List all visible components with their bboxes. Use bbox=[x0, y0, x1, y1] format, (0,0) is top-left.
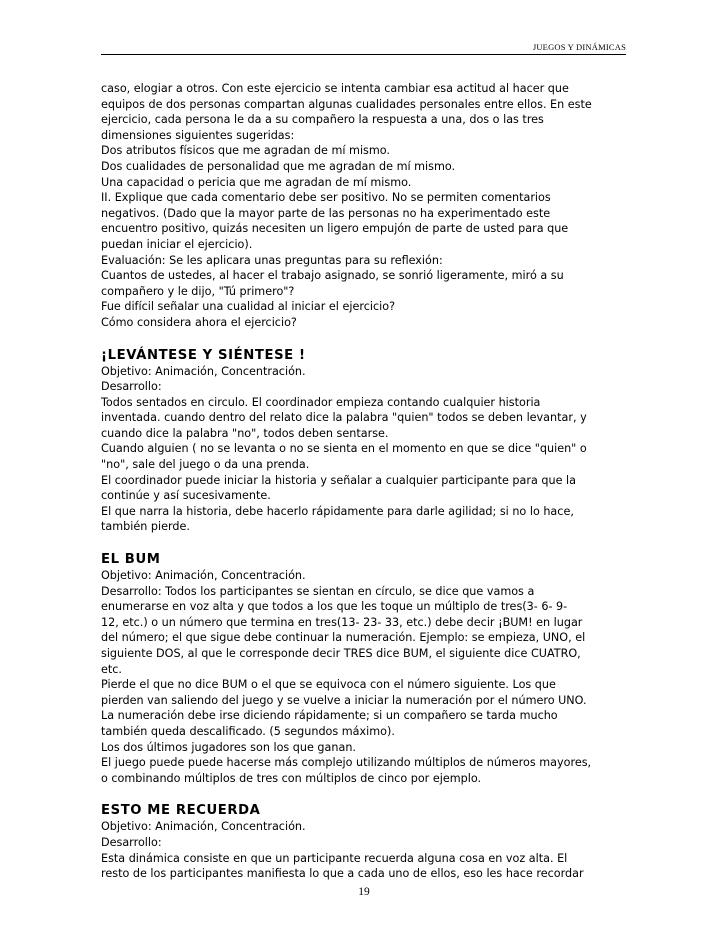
text-line: II. Explique que cada comentario debe ser positivo. No se permiten comentarios bbox=[101, 191, 551, 205]
text-line: negativos. (Dado que la mayor parte de las personas no ha experimentado este bbox=[101, 206, 551, 220]
section-title: EL BUM bbox=[101, 552, 161, 568]
text-line: Fue difícil señalar una cualidad al iniciar el ejercicio? bbox=[101, 300, 396, 314]
text-line: o combinando múltiplos de tres con múltiplos de cinco por ejemplo. bbox=[101, 771, 482, 785]
running-header bbox=[101, 42, 626, 55]
section-el-bum bbox=[101, 551, 641, 786]
page-number: 19 bbox=[358, 886, 370, 898]
text-line: cuando dice la palabra "no", todos deben sentarse. bbox=[101, 426, 389, 440]
text-line: puedan iniciar el ejercicio). bbox=[101, 237, 253, 251]
text-line: Pierde el que no dice BUM o el que se equivoca con el número siguiente. Los que bbox=[101, 678, 556, 692]
text-line: Cómo considera ahora el ejercicio? bbox=[101, 315, 297, 329]
text-line: El que narra la historia, debe hacerlo rápidamente para darle agilidad; si no lo hace, bbox=[101, 504, 574, 518]
text-line: resto de los participantes manifiesta lo que a cada uno de ellos, eso les hace recordar bbox=[101, 867, 584, 881]
section-levantese bbox=[101, 347, 641, 536]
text-line: pierden van saliendo del juego y se vuelve a iniciar la numeración por el número UNO. bbox=[101, 693, 587, 707]
text-line: siguiente DOS, al que le corresponde decir TRES dice BUM, el siguiente dice CUATRO, bbox=[101, 647, 581, 660]
text-line: enumerarse en voz alta y que todos a los que les toque un múltiplo de tres(3- 6- 9- bbox=[101, 600, 568, 614]
text-line: Cuantos de ustedes, al hacer el trabajo asignado, se sonrió ligeramente, miró a su bbox=[101, 269, 564, 283]
text-line: también pierde. bbox=[101, 520, 190, 534]
text-line: Cuando alguien ( no se levanta o no se sienta en el momento en que se dice "quien" o bbox=[101, 442, 587, 456]
text-line: Objetivo: Animación, Concentración. bbox=[101, 364, 306, 378]
text-line: Desarrollo: bbox=[101, 835, 162, 849]
text-line: Desarrollo: bbox=[101, 380, 162, 394]
section-esto-me-recuerda bbox=[101, 802, 641, 881]
text-line: inventada. cuando dentro del relato dice la palabra "quien" todos se deben levantar, y bbox=[101, 411, 587, 425]
text-line: Los dos últimos jugadores son los que ganan. bbox=[101, 740, 356, 754]
text-line: Objetivo: Animación, Concentración. bbox=[101, 820, 306, 834]
page-content bbox=[101, 81, 641, 882]
text-line: Una capacidad o pericia que me agradan de mí mismo. bbox=[101, 175, 412, 189]
text-line: El juego puede puede hacerse más complejo utilizando múltiplos de números mayores, bbox=[101, 756, 592, 770]
text-line: dimensiones siguientes sugeridas: bbox=[101, 128, 295, 142]
text-line: Dos atributos físicos que me agradan de mí mismo. bbox=[101, 144, 390, 158]
text-line: Objetivo: Animación, Concentración. bbox=[101, 569, 306, 583]
text-line: La numeración debe irse diciendo rápidamente; si un compañero se tarda mucho bbox=[101, 709, 558, 723]
text-line: El coordinador puede iniciar la historia y señalar a cualquier participante para que la bbox=[101, 473, 576, 487]
text-line: Esta dinámica consiste en que un participante recuerda alguna cosa en voz alta. El bbox=[101, 851, 568, 865]
text-line: caso, elogiar a otros. Con este ejercicio se intenta cambiar esa actitud al hacer que bbox=[101, 82, 569, 95]
text-line: Evaluación: Se les aplicara unas preguntas para su reflexión: bbox=[101, 253, 443, 267]
intro-paragraph bbox=[101, 81, 641, 331]
header-title: JUEGOS Y DINÁMICAS bbox=[532, 42, 626, 52]
text-line: Desarrollo: Todos los participantes se sientan en círculo, se dice que vamos a bbox=[101, 584, 535, 598]
text-line: Dos cualidades de personalidad que me agradan de mí mismo. bbox=[101, 159, 456, 173]
text-line: encuentro positivo, quizás necesiten un ligero empujón de parte de usted para que bbox=[101, 222, 569, 236]
text-line: 12, etc.) o un número que termina en tres(13- 23- 33, etc.) debe decir ¡BUM! en lugar bbox=[101, 615, 583, 629]
section-title: ESTO ME RECUERDA bbox=[101, 803, 261, 819]
text-line: del número; el que sigue debe continuar la numeración. Ejemplo: se empieza, UNO, el bbox=[101, 631, 586, 645]
text-line: también queda descalificado. (5 segundos máximo). bbox=[101, 724, 395, 738]
text-line: compañero y le dijo, "Tú primero"? bbox=[101, 284, 295, 298]
text-line: Todos sentados en circulo. El coordinador empieza contando cualquier historia bbox=[101, 395, 541, 409]
text-line: equipos de dos personas compartan algunas cualidades personales entre ellos. En este bbox=[101, 97, 592, 111]
text-line: continúe y así sucesivamente. bbox=[101, 489, 271, 503]
section-title: ¡LEVÁNTESE Y SIÉNTESE ! bbox=[101, 347, 306, 363]
text-line: "no", sale del juego o da una prenda. bbox=[101, 458, 310, 472]
text-line: etc. bbox=[101, 662, 122, 676]
text-line: ejercicio, cada persona le da a su compañero la respuesta a una, dos o las tres bbox=[101, 113, 544, 127]
